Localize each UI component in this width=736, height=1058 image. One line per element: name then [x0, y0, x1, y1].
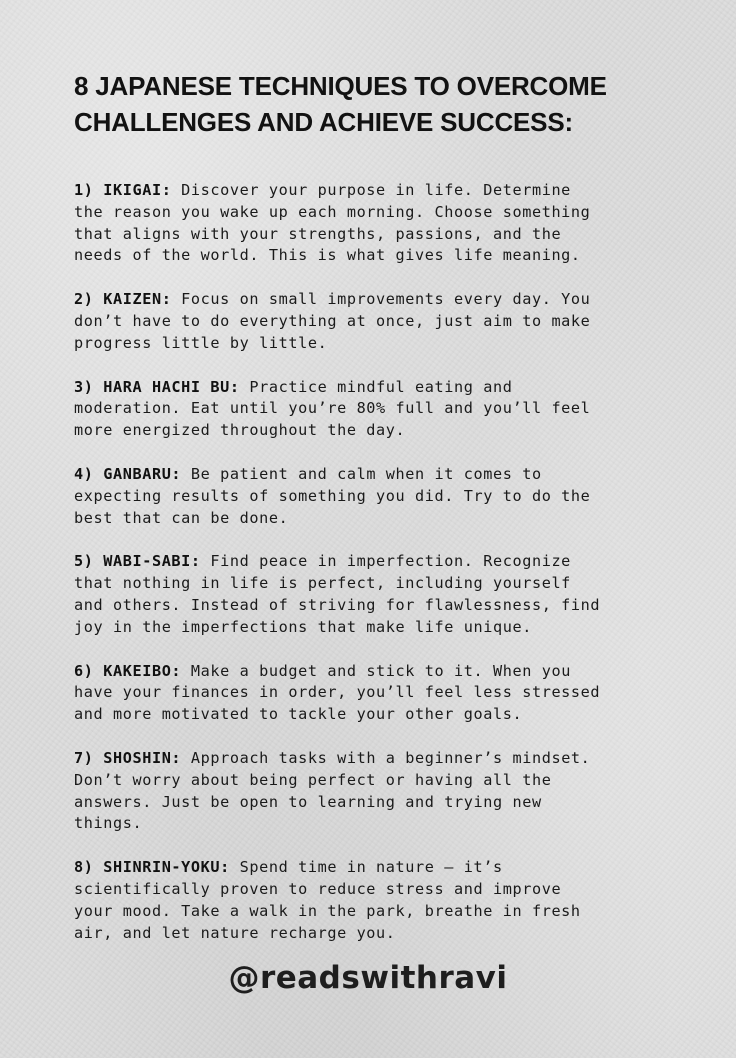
technique-label: 4) GANBARU:: [74, 464, 182, 483]
technique-description: Practice mindful eating and moderation. Eat until you’re 80% full and you’ll feel more energized throughout the day.: [74, 377, 591, 440]
technique-label: 7) SHOSHIN:: [74, 748, 182, 767]
technique-shoshin: [74, 748, 654, 835]
technique-shinrin-yoku: [74, 857, 654, 944]
technique-description: Focus on small improvements every day. You don’t have to do everything at once, just aim to make progress little by little.: [74, 290, 591, 352]
document-body: [74, 68, 654, 966]
technique-description: Be patient and calm when it comes to expecting results of something you did. Try to do the best that can be done.: [74, 464, 591, 527]
technique-ikigai: [74, 180, 654, 267]
technique-ganbaru: [74, 464, 654, 529]
technique-label: 2) KAIZEN:: [74, 290, 172, 309]
technique-hara-hachi-bu: [74, 377, 654, 442]
technique-description: Make a budget and stick to it. When you have your finances in order, you’ll feel less stressed and more motivated to tackle your other goals.: [74, 661, 601, 724]
technique-description: Spend time in nature – it’s scientifically proven to reduce stress and improve your mood. Take a walk in the park, breathe in fresh air, and let nature recharge you.: [74, 858, 581, 942]
author-handle: @readswithravi: [228, 960, 508, 996]
technique-label: 5) WABI-SABI:: [74, 552, 201, 571]
page-title: 8 JAPANESE TECHNIQUES TO OVERCOME CHALLENGES AND ACHIEVE SUCCESS:: [74, 71, 607, 137]
technique-description: Approach tasks with a beginner’s mindset. Don’t worry about being perfect or having all the answers. Just be open to learning and trying new things.: [74, 748, 591, 833]
technique-description: Find peace in imperfection. Recognize that nothing in life is perfect, including yourself and others. Instead of striving for flawlessness, find joy in the imperfections that make life unique.: [74, 552, 601, 636]
technique-kakeibo: [74, 661, 654, 726]
technique-label: 1) IKIGAI:: [74, 181, 172, 199]
technique-wabi-sabi: [74, 551, 654, 638]
technique-label: 6) KAKEIBO:: [74, 661, 182, 680]
technique-description: Discover your purpose in life. Determine the reason you wake up each morning. Choose something that aligns with your strengths, passions, and the needs of the world. This is what gives life meaning.: [74, 181, 591, 265]
technique-kaizen: [74, 289, 654, 354]
technique-label: 8) SHINRIN-YOKU:: [74, 858, 230, 877]
technique-label: 3) HARA HACHI BU:: [74, 377, 240, 396]
